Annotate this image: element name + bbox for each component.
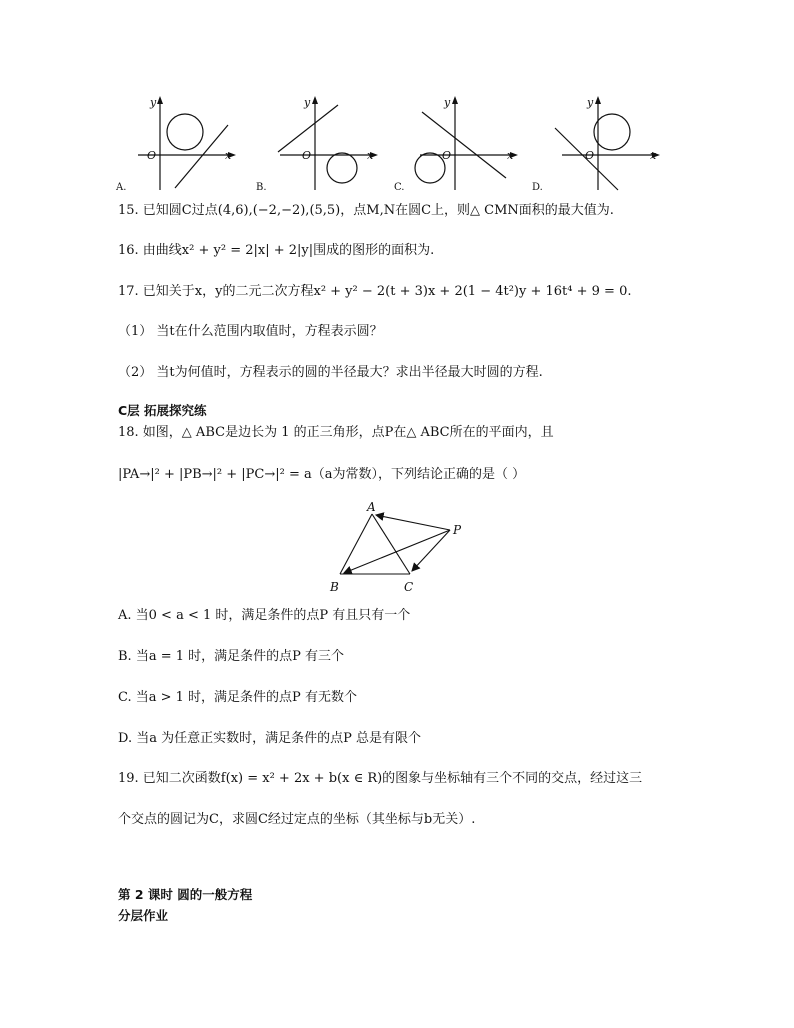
question-17-part1: （1） 当t在什么范围内取值时，方程表示圆？ bbox=[118, 324, 383, 339]
graph-c bbox=[415, 102, 512, 190]
axis-x-label: x bbox=[367, 149, 374, 162]
question-17-part2: （2） 当t为何值时，方程表示的圆的半径最大？求出半径最大时圆的方程. bbox=[118, 365, 543, 380]
vertex-c-label: C bbox=[404, 580, 414, 594]
graph-label-d: D. bbox=[532, 182, 543, 193]
section-c-heading: C层 拓展探究练 bbox=[118, 403, 207, 418]
point-p-label: P bbox=[453, 523, 462, 537]
axis-y-label: y bbox=[587, 96, 594, 109]
axis-y-label: y bbox=[150, 96, 157, 109]
question-18-option-a: A. 当0 < a < 1 时，满足条件的点P 有且只有一个 bbox=[118, 608, 411, 623]
axis-x-label: x bbox=[650, 149, 657, 162]
axis-x-label: x bbox=[507, 149, 514, 162]
axis-y-label: y bbox=[444, 96, 451, 109]
graph-label-b: B. bbox=[256, 182, 267, 193]
graph-b bbox=[278, 102, 372, 190]
question-18-option-c: C. 当a > 1 时，满足条件的点P 有无数个 bbox=[118, 690, 357, 705]
lesson-title: 第 2 课时 圆的一般方程 bbox=[118, 887, 253, 902]
option-graphs bbox=[110, 90, 680, 195]
graph-label-a: A. bbox=[116, 182, 127, 193]
question-18-stem: 18. 如图，△ ABC是边长为 1 的正三角形，点P在△ ABC所在的平面内，且 bbox=[118, 425, 554, 440]
graph-d bbox=[555, 102, 654, 190]
question-18-option-b: B. 当a = 1 时，满足条件的点P 有三个 bbox=[118, 649, 345, 664]
vertex-b-label: B bbox=[330, 580, 339, 594]
question-19-line2: 个交点的圆记为C，求圆C经过定点的坐标（其坐标与b无关）. bbox=[118, 812, 476, 827]
triangle-figure bbox=[322, 500, 472, 598]
question-18-formula: |PA→|² + |PB→|² + |PC→|² = a（a为常数），下列结论正确的是（ ） bbox=[118, 467, 526, 482]
origin-label: O bbox=[585, 149, 595, 162]
graph-label-c: C. bbox=[394, 182, 405, 193]
vertex-a-label: A bbox=[367, 500, 376, 514]
origin-label: O bbox=[442, 149, 452, 162]
question-15: 15. 已知圆C过点(4,6),(−2,−2),(5,5)，点M,N在圆C上，则△ CMN面积的最大值为. bbox=[118, 203, 614, 218]
question-19-line1: 19. 已知二次函数f(x) = x² + 2x + b(x ∈ R)的图象与坐标轴有三个不同的交点，经过这三 bbox=[118, 771, 643, 786]
axis-y-label: y bbox=[304, 96, 311, 109]
origin-label: O bbox=[147, 149, 157, 162]
lesson-subtitle: 分层作业 bbox=[118, 908, 169, 923]
graph-a bbox=[138, 102, 230, 190]
question-16: 16. 由曲线x² + y² = 2|x| + 2|y|围成的图形的面积为. bbox=[118, 243, 435, 258]
origin-label: O bbox=[302, 149, 312, 162]
axis-x-label: x bbox=[225, 149, 232, 162]
question-18-option-d: D. 当a 为任意正实数时，满足条件的点P 总是有限个 bbox=[118, 731, 421, 746]
question-17-stem: 17. 已知关于x，y的二元二次方程x² + y² − 2(t + 3)x + 2(1 − 4t²)y + 16t⁴ + 9 = 0. bbox=[118, 284, 632, 299]
